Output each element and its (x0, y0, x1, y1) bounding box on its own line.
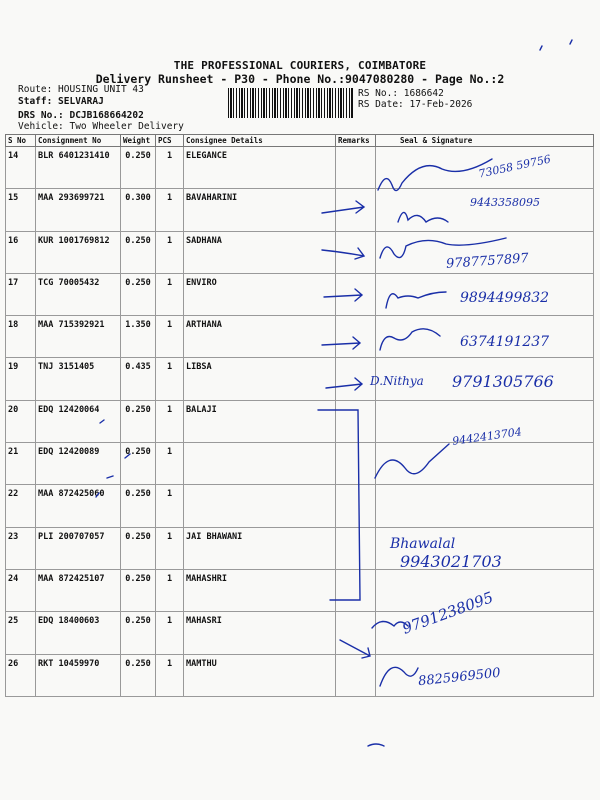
row-consignee: MAHASRI (184, 612, 336, 654)
col-consignment: Consignment No (36, 135, 121, 147)
hw-r16-phone: 9787757897 (445, 251, 530, 272)
row-consignment-no: PLI 200707057 (36, 527, 121, 569)
staff-label: Staff: SELVARAJ (18, 96, 104, 107)
row-signature (376, 485, 594, 527)
row-consignee: BALAJI (184, 400, 336, 442)
table-row (6, 612, 594, 654)
row-pcs: 1 (156, 654, 184, 696)
hw-r25-phone: 9791238095 (399, 588, 496, 638)
row-consignee: MAMTHU (184, 654, 336, 696)
row-pcs: 1 (156, 443, 184, 485)
row-sno: 21 (6, 443, 36, 485)
row-consignee: ARTHANA (184, 316, 336, 358)
row-weight: 0.250 (121, 273, 156, 315)
company-title: THE PROFESSIONAL COURIERS, COIMBATORE (173, 59, 427, 72)
row-consignee: ENVIRO (184, 273, 336, 315)
row-sno: 14 (6, 147, 36, 189)
row-consignment-no: EDQ 18400603 (36, 612, 121, 654)
hw-r23-name: Bhawalal (390, 536, 456, 552)
row-weight: 0.300 (121, 189, 156, 231)
route-label: Route: HOUSING UNIT 43 (18, 84, 144, 95)
row-consignment-no: EDQ 12420089 (36, 443, 121, 485)
table-row (6, 569, 594, 611)
hw-r21-phone: 9442413704 (451, 425, 523, 448)
hw-r19-phone: 9791305766 (452, 372, 554, 391)
row-pcs: 1 (156, 569, 184, 611)
row-remarks (336, 400, 376, 442)
row-remarks (336, 147, 376, 189)
row-consignment-no: MAA 715392921 (36, 316, 121, 358)
runsheet-subtitle: Delivery Runsheet - P30 - Phone No.:9047080280 - Page No.:2 (95, 72, 505, 86)
barcode (228, 88, 354, 118)
row-pcs: 1 (156, 316, 184, 358)
row-consignment-no: KUR 1001769812 (36, 231, 121, 273)
row-consignee: BAVAHARINI (184, 189, 336, 231)
row-consignee (184, 485, 336, 527)
row-signature (376, 443, 594, 485)
row-sno: 25 (6, 612, 36, 654)
col-pcs: PCS (156, 135, 184, 147)
row-pcs: 1 (156, 527, 184, 569)
row-weight: 0.250 (121, 485, 156, 527)
row-weight: 0.250 (121, 527, 156, 569)
row-sno: 22 (6, 485, 36, 527)
row-weight: 0.250 (121, 612, 156, 654)
hw-r14-number: 73058 59756 (477, 152, 553, 181)
row-pcs: 1 (156, 273, 184, 315)
row-sno: 15 (6, 189, 36, 231)
row-remarks (336, 443, 376, 485)
row-weight: 0.250 (121, 569, 156, 611)
row-sno: 20 (6, 400, 36, 442)
row-consignment-no: MAA 872425107 (36, 569, 121, 611)
col-weight: Weight (121, 135, 156, 147)
col-remarks: Remarks (336, 135, 376, 147)
vehicle-label: Vehicle: Two Wheeler Delivery (18, 121, 184, 132)
table-row (6, 654, 594, 696)
row-consignment-no: TCG 70005432 (36, 273, 121, 315)
row-sno: 16 (6, 231, 36, 273)
row-pcs: 1 (156, 358, 184, 400)
rs-date: RS Date: 17-Feb-2026 (358, 99, 473, 110)
row-consignee: LIBSA (184, 358, 336, 400)
row-weight: 1.350 (121, 316, 156, 358)
table-row (6, 485, 594, 527)
hw-r23-phone: 9943021703 (400, 552, 502, 571)
row-consignment-no: MAA 872425060 (36, 485, 121, 527)
row-remarks (336, 231, 376, 273)
hw-r17-phone: 9894499832 (460, 290, 550, 306)
col-signature: Seal & Signature (376, 135, 594, 147)
row-sno: 24 (6, 569, 36, 611)
row-consignment-no: EDQ 12420064 (36, 400, 121, 442)
table-row (6, 527, 594, 569)
row-weight: 0.250 (121, 400, 156, 442)
row-sno: 17 (6, 273, 36, 315)
row-consignee: ELEGANCE (184, 147, 336, 189)
row-remarks (336, 189, 376, 231)
row-pcs: 1 (156, 189, 184, 231)
col-sno: S No (6, 135, 36, 147)
row-consignment-no: MAA 293699721 (36, 189, 121, 231)
row-sno: 23 (6, 527, 36, 569)
row-remarks (336, 654, 376, 696)
row-consignment-no: BLR 6401231410 (36, 147, 121, 189)
row-remarks (336, 485, 376, 527)
row-consignee: JAI BHAWANI (184, 527, 336, 569)
row-weight: 0.250 (121, 147, 156, 189)
row-sno: 26 (6, 654, 36, 696)
row-consignee (184, 443, 336, 485)
row-consignee: SADHANA (184, 231, 336, 273)
row-remarks (336, 569, 376, 611)
hw-r19-name: D.Nithya (370, 374, 424, 388)
row-consignee: MAHASHRI (184, 569, 336, 611)
row-weight: 0.250 (121, 231, 156, 273)
row-sno: 19 (6, 358, 36, 400)
row-sno: 18 (6, 316, 36, 358)
drs-number: DRS No.: DCJB168664202 (18, 110, 144, 121)
row-pcs: 1 (156, 612, 184, 654)
col-consignee: Consignee Details (184, 135, 336, 147)
hw-r15-phone: 9443358095 (470, 196, 540, 209)
hw-r18-phone: 6374191237 (460, 334, 550, 350)
table-row (6, 443, 594, 485)
row-remarks (336, 612, 376, 654)
row-weight: 0.435 (121, 358, 156, 400)
row-remarks (336, 316, 376, 358)
row-weight: 0.250 (121, 443, 156, 485)
row-weight: 0.250 (121, 654, 156, 696)
row-consignment-no: RKT 10459970 (36, 654, 121, 696)
row-consignment-no: TNJ 3151405 (36, 358, 121, 400)
row-pcs: 1 (156, 231, 184, 273)
row-pcs: 1 (156, 147, 184, 189)
hw-r26-phone: 8825969500 (417, 665, 502, 690)
table-header-row (6, 135, 594, 147)
delivery-table (5, 134, 594, 697)
row-remarks (336, 527, 376, 569)
row-remarks (336, 273, 376, 315)
rs-number: RS No.: 1686642 (358, 88, 444, 99)
row-pcs: 1 (156, 485, 184, 527)
row-pcs: 1 (156, 400, 184, 442)
